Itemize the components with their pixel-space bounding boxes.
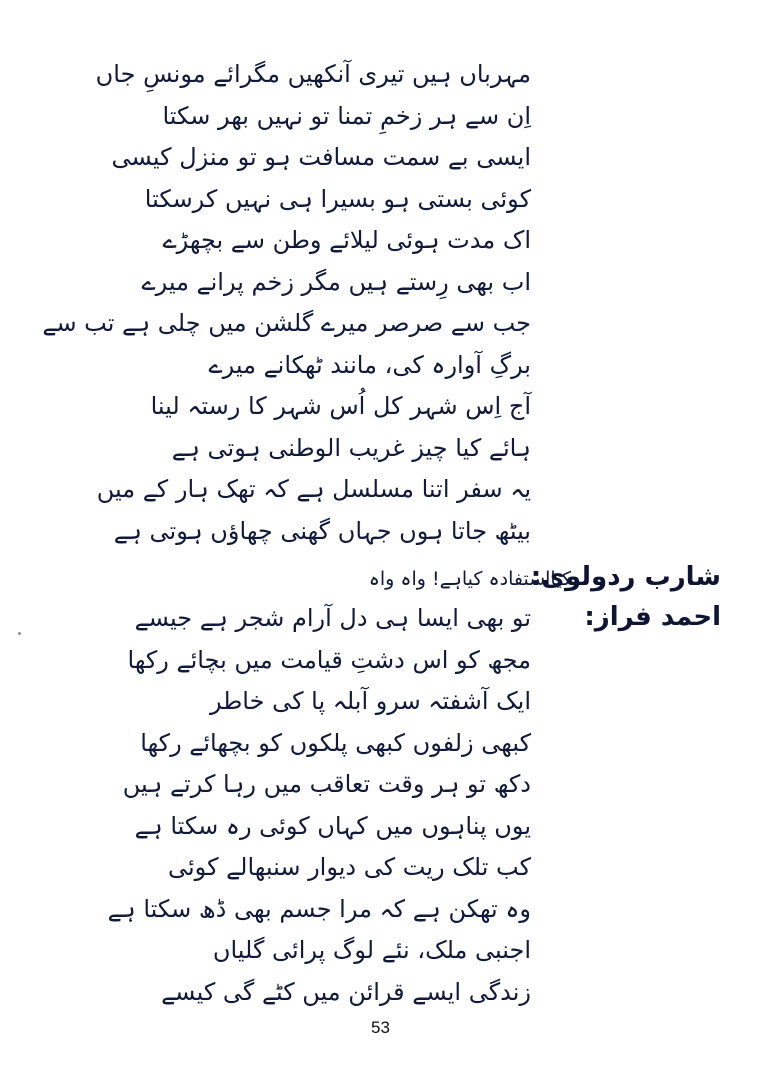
verse-line: جب سے صرصر میرے گلشن میں چلی ہے تب سے: [42, 309, 531, 337]
verse-line: اِن سے ہر زخمِ تمنا تو نہیں بھر سکتا: [162, 101, 531, 130]
speaker-faraz: احمد فراز:: [584, 602, 721, 632]
verse-line: کوئی بستی ہو بسیرا ہی نہیں کرسکتا: [144, 184, 531, 213]
verse-line: کبھی زلفوں کبھی پلکوں کو بچھائے رکھا: [140, 728, 531, 757]
speaker-sharib-remark: کیااستفادہ کیاہے! واہ واہ: [368, 568, 571, 590]
page-number: 53: [371, 1018, 390, 1037]
verse-line: تو بھی ایسا ہی دل آرام شجر ہے جیسے: [134, 604, 531, 632]
verse-line: آج اِس شہر کل اُس شہر کا رستہ لینا: [150, 392, 531, 420]
verse-line: مہرباں ہیں تیری آنکھیں مگرائے مونسِ جاں: [95, 60, 531, 88]
verse-line: مجھ کو اس دشتِ قیامت میں بچائے رکھا: [127, 645, 531, 674]
verse-line: زندگی ایسے قرائن میں کٹے گی کیسے: [161, 977, 531, 1006]
verse-line: برگِ آوارہ کی، مانند ٹھکانے میرے: [208, 350, 531, 379]
verse-line: وہ تھکن ہے کہ مرا جسم بھی ڈھ سکتا ہے: [107, 894, 531, 923]
verse-line: اجنبی ملک، نئے لوگ پرائی گلیاں: [212, 936, 531, 964]
speaker-sharib: شارب ردولوی:: [530, 562, 721, 592]
verse-line: اک مدت ہوئی لیلائے وطن سے بچھڑے: [162, 226, 531, 254]
verse-line: بیٹھ جاتا ہوں جہاں گھنی چھاؤں ہوتی ہے: [113, 516, 531, 545]
verse-line: کب تلک ریت کی دیوار سنبھالے کوئی: [167, 853, 531, 881]
verse-line: ہائے کیا چیز غریب الوطنی ہوتی ہے: [171, 433, 531, 462]
verse-line: دکھ تو ہر وقت تعاقب میں رہا کرتے ہیں: [122, 770, 531, 798]
scan-speck: [18, 632, 21, 635]
verse-line: یہ سفر اتنا مسلسل ہے کہ تھک ہار کے میں: [96, 475, 531, 503]
verse-line: ایسی بے سمت مسافت ہو تو منزل کیسی: [111, 143, 531, 171]
verse-line: ایک آشفتہ سرو آبلہ پا کی خاطر: [209, 687, 531, 715]
verse-line: اب بھی رِستے ہیں مگر زخم پرانے میرے: [141, 267, 531, 296]
verse-line: یوں پناہوں میں کہاں کوئی رہ سکتا ہے: [134, 811, 531, 840]
